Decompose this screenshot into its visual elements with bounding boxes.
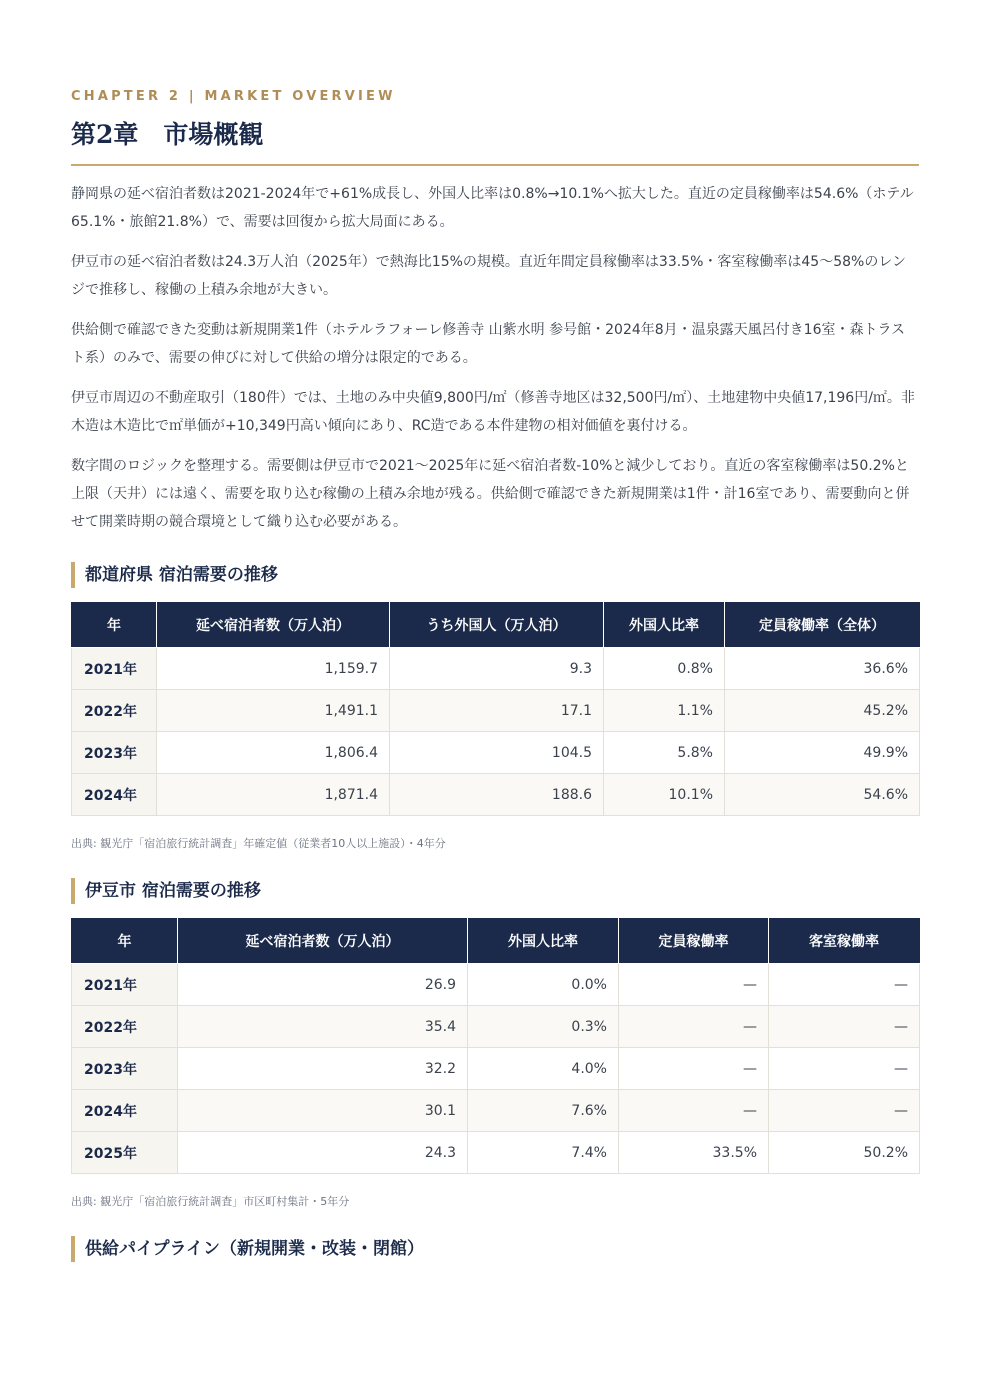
table-cell: 17.1 xyxy=(390,690,604,732)
column-header: 年 xyxy=(72,603,157,648)
year-cell: 2024年 xyxy=(72,1090,178,1132)
table-row xyxy=(72,690,920,732)
table-cell: 7.6% xyxy=(468,1090,619,1132)
table-cell: 35.4 xyxy=(178,1006,468,1048)
table-cell: 0.8% xyxy=(604,648,725,690)
table-cell: — xyxy=(619,1006,769,1048)
pipeline-section-title: 供給パイプライン（新規開業・改装・閉館） xyxy=(71,1236,919,1262)
paragraph-2: 伊豆市の延べ宿泊者数は24.3万人泊（2025年）で熱海比15%の規模。直近年間定員稼働率は33.5%・客室稼働率は45〜58%のレンジで推移し、稼働の上積み余地が大きい。 xyxy=(71,254,906,298)
table-cell: 24.3 xyxy=(178,1132,468,1174)
column-header: 客室稼働率 xyxy=(769,919,920,964)
column-header: 外国人比率 xyxy=(604,603,725,648)
table-cell: 0.0% xyxy=(468,964,619,1006)
paragraph-1: 静岡県の延べ宿泊者数は2021-2024年で+61%成長し、外国人比率は0.8%→10.1%へ拡大した。直近の定員稼働率は54.6%（ホテル65.1%・旅館21.8%）で、需要は回復から拡大局面にある。 xyxy=(71,186,914,230)
table-row xyxy=(72,648,920,690)
year-cell: 2023年 xyxy=(72,1048,178,1090)
table-cell: 104.5 xyxy=(390,732,604,774)
year-cell: 2021年 xyxy=(72,648,157,690)
table-row xyxy=(72,774,920,816)
table-cell: 188.6 xyxy=(390,774,604,816)
column-header: うち外国人（万人泊） xyxy=(390,603,604,648)
table-cell: 49.9% xyxy=(725,732,920,774)
prefecture-source-note: 出典: 観光庁「宿泊旅行統計調査」年確定値（従業者10人以上施設）・4年分 xyxy=(71,837,446,850)
city-source-note: 出典: 観光庁「宿泊旅行統計調査」市区町村集計・5年分 xyxy=(71,1195,350,1208)
table-cell: 7.4% xyxy=(468,1132,619,1174)
table-cell: 4.0% xyxy=(468,1048,619,1090)
column-header: 外国人比率 xyxy=(468,919,619,964)
city-demand-table xyxy=(71,918,920,1174)
column-header: 定員稼働率（全体） xyxy=(725,603,920,648)
year-cell: 2024年 xyxy=(72,774,157,816)
table-cell: 5.8% xyxy=(604,732,725,774)
table-cell: — xyxy=(769,1006,920,1048)
table-cell: 1,871.4 xyxy=(157,774,390,816)
table-cell: — xyxy=(619,1048,769,1090)
table-cell: 1,491.1 xyxy=(157,690,390,732)
table-row xyxy=(72,732,920,774)
column-header: 延べ宿泊者数（万人泊） xyxy=(157,603,390,648)
table-cell: 9.3 xyxy=(390,648,604,690)
column-header: 延べ宿泊者数（万人泊） xyxy=(178,919,468,964)
table-cell: 1,806.4 xyxy=(157,732,390,774)
city-section-title: 伊豆市 宿泊需要の推移 xyxy=(71,878,919,904)
table-cell: 1,159.7 xyxy=(157,648,390,690)
paragraph-5: 数字間のロジックを整理する。需要側は伊豆市で2021〜2025年に延べ宿泊者数-10%と減少しており。直近の客室稼働率は50.2%と上限（天井）には遠く、需要を取り込む稼働の上積み余地が残る。供給側で確認できた新規開業は1件・計16室であり、需要動向と併せて開業時期の競合環境として織り込む必要がある。 xyxy=(71,458,910,530)
table-cell: 26.9 xyxy=(178,964,468,1006)
year-cell: 2021年 xyxy=(72,964,178,1006)
table-cell: — xyxy=(619,964,769,1006)
column-header: 年 xyxy=(72,919,178,964)
table-row xyxy=(72,1006,920,1048)
chapter-title: 第2章 市場概観 xyxy=(71,120,264,149)
prefecture-demand-table xyxy=(71,602,920,816)
table-cell: 45.2% xyxy=(725,690,920,732)
table-cell: — xyxy=(619,1090,769,1132)
column-header: 定員稼働率 xyxy=(619,919,769,964)
year-cell: 2025年 xyxy=(72,1132,178,1174)
table-header-row xyxy=(72,603,920,648)
table-cell: — xyxy=(769,1090,920,1132)
table-row xyxy=(72,964,920,1006)
table-cell: 50.2% xyxy=(769,1132,920,1174)
table-cell: 32.2 xyxy=(178,1048,468,1090)
table-row xyxy=(72,1090,920,1132)
table-row xyxy=(72,1132,920,1174)
chapter-label: CHAPTER 2 | MARKET OVERVIEW xyxy=(71,89,396,104)
year-cell: 2022年 xyxy=(72,690,157,732)
prefecture-section-title: 都道府県 宿泊需要の推移 xyxy=(71,562,919,588)
paragraph-3: 供給側で確認できた変動は新規開業1件（ホテルラフォーレ修善寺 山紫水明 参号館・2024年8月・温泉露天風呂付き16室・森トラスト系）のみで、需要の伸びに対して供給の増分は限定的である。 xyxy=(71,322,906,366)
table-cell: 36.6% xyxy=(725,648,920,690)
table-cell: 54.6% xyxy=(725,774,920,816)
year-cell: 2023年 xyxy=(72,732,157,774)
table-cell: — xyxy=(769,1048,920,1090)
table-cell: 1.1% xyxy=(604,690,725,732)
table-cell: 10.1% xyxy=(604,774,725,816)
title-divider xyxy=(71,164,919,166)
table-cell: — xyxy=(769,964,920,1006)
table-cell: 33.5% xyxy=(619,1132,769,1174)
paragraph-4: 伊豆市周辺の不動産取引（180件）では、土地のみ中央値9,800円/㎡（修善寺地区は32,500円/㎡）、土地建物中央値17,196円/㎡。非木造は木造比で㎡単価が+10,349円高い傾向にあり、RC造である本件建物の相対価値を裏付ける。 xyxy=(71,390,915,434)
table-row xyxy=(72,1048,920,1090)
table-cell: 30.1 xyxy=(178,1090,468,1132)
year-cell: 2022年 xyxy=(72,1006,178,1048)
table-cell: 0.3% xyxy=(468,1006,619,1048)
table-header-row xyxy=(72,919,920,964)
